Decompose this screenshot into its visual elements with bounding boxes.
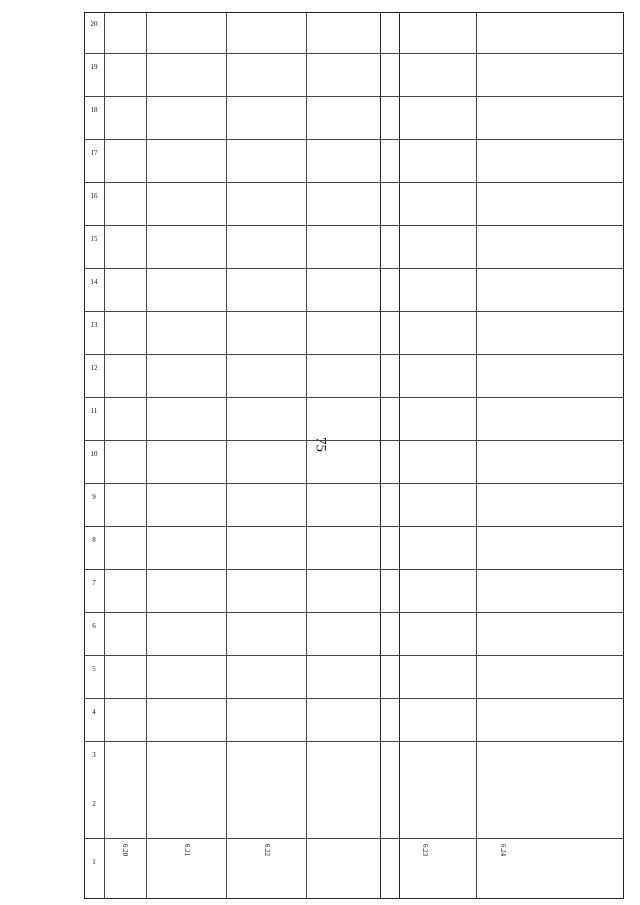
table-divider xyxy=(84,741,624,742)
column-divider xyxy=(306,12,307,899)
column-header-7: 7 xyxy=(92,579,96,587)
column-header-15: 15 xyxy=(90,235,98,243)
column-header-14: 14 xyxy=(90,278,98,286)
column-header-12: 12 xyxy=(90,364,98,372)
table-divider xyxy=(84,569,624,570)
table-divider xyxy=(84,440,624,441)
table-divider xyxy=(84,225,624,226)
table-divider xyxy=(84,526,624,527)
column-header-16: 16 xyxy=(90,192,98,200)
row-id-6-21: 6.21 xyxy=(183,843,191,857)
column-header-13: 13 xyxy=(90,321,98,329)
column-header-20: 20 xyxy=(90,20,98,28)
table-divider xyxy=(84,268,624,269)
column-header-5: 5 xyxy=(92,665,96,673)
task-band xyxy=(380,12,400,899)
column-header-10: 10 xyxy=(90,450,98,458)
column-header-2: 2 xyxy=(92,800,96,808)
table-divider xyxy=(84,698,624,699)
row-id-6-24: 6.24 xyxy=(499,843,507,857)
table-divider xyxy=(84,96,624,97)
column-header-1: 1 xyxy=(92,858,96,866)
column-divider xyxy=(146,12,147,899)
table-divider xyxy=(84,311,624,312)
column-header-3: 3 xyxy=(92,751,96,759)
column-header-17: 17 xyxy=(90,149,98,157)
table-divider xyxy=(84,397,624,398)
column-header-19: 19 xyxy=(90,63,98,71)
column-header-4: 4 xyxy=(92,708,96,716)
row-id-6-23: 6.23 xyxy=(421,843,429,857)
column-header-9: 9 xyxy=(92,493,96,501)
table-divider xyxy=(84,53,624,54)
column-header-6: 6 xyxy=(92,622,96,630)
table-divider xyxy=(84,838,624,839)
row-id-6-20: 6.20 xyxy=(121,843,129,857)
table-divider xyxy=(84,182,624,183)
column-header-18: 18 xyxy=(90,106,98,114)
column-divider xyxy=(476,12,477,899)
column-header-8: 8 xyxy=(92,536,96,544)
table-divider xyxy=(84,354,624,355)
column-divider xyxy=(226,12,227,899)
column-divider xyxy=(104,12,105,899)
page-number: 75 xyxy=(312,437,329,452)
row-id-6-22: 6.22 xyxy=(263,843,271,857)
table-divider xyxy=(84,612,624,613)
column-header-11: 11 xyxy=(90,407,98,415)
table-divider xyxy=(84,655,624,656)
table-divider xyxy=(84,139,624,140)
table-divider xyxy=(84,483,624,484)
data-table xyxy=(84,12,624,899)
